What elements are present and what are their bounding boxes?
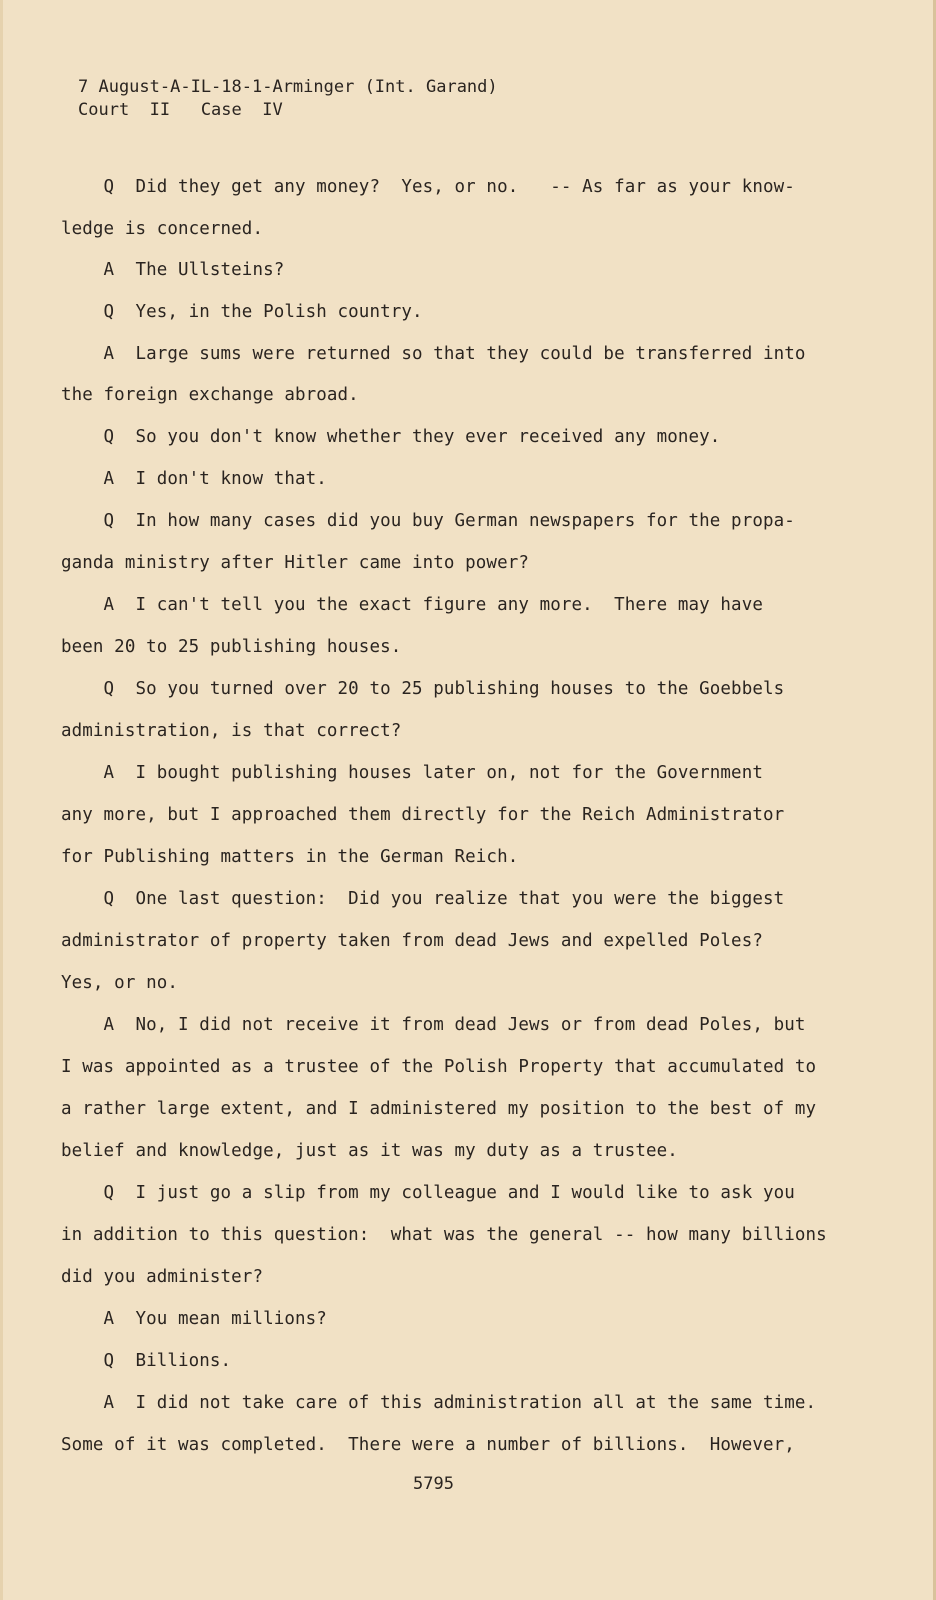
transcript-line: Some of it was completed. There were a number of billions. However, [61, 1435, 795, 1455]
document-header [78, 76, 498, 122]
transcript-line: A I can't tell you the exact figure any more. There may have [61, 595, 763, 615]
transcript-line: A Large sums were returned so that they could be transferred into [61, 344, 806, 364]
transcript-line: a rather large extent, and I administered my position to the best of my [61, 1099, 817, 1119]
transcript-line: Q Billions. [61, 1351, 232, 1371]
transcript-line: A You mean millions? [61, 1309, 327, 1329]
page-number: 5795 [413, 1474, 454, 1494]
transcript-line: Q Did they get any money? Yes, or no. -- As far as your know- [61, 177, 795, 197]
transcript-line: for Publishing matters in the German Reich. [61, 847, 519, 867]
header-session-line: 7 August-A-IL-18-1-Arminger (Int. Garand) [78, 77, 498, 97]
transcript-line: A I did not take care of this administration all at the same time. [61, 1393, 817, 1413]
transcript-line: A I don't know that. [61, 469, 327, 489]
transcript-line: ganda ministry after Hitler came into power? [61, 553, 529, 573]
transcript-line: Q In how many cases did you buy German newspapers for the propa- [61, 511, 795, 531]
transcript-line: A I bought publishing houses later on, not for the Government [61, 763, 763, 783]
transcript-line: any more, but I approached them directly for the Reich Administrator [61, 805, 785, 825]
transcript-line: ledge is concerned. [61, 219, 264, 239]
transcript-line: administration, is that correct? [61, 721, 402, 741]
transcript-line: been 20 to 25 publishing houses. [61, 637, 402, 657]
transcript-line: Q So you don't know whether they ever received any money. [61, 427, 721, 447]
transcript-line: in addition to this question: what was the general -- how many billions [61, 1225, 827, 1245]
transcript-line: belief and knowledge, just as it was my duty as a trustee. [61, 1141, 678, 1161]
transcript-line: Yes, or no. [61, 973, 178, 993]
transcript-line: did you administer? [61, 1267, 264, 1287]
transcript-line: Q Yes, in the Polish country. [61, 302, 423, 322]
header-court-line: Court II Case IV [78, 100, 283, 120]
transcript-line: I was appointed as a trustee of the Polish Property that accumulated to [61, 1057, 817, 1077]
transcript-line: the foreign exchange abroad. [61, 385, 359, 405]
transcript-line: Q So you turned over 20 to 25 publishing houses to the Goebbels [61, 679, 785, 699]
transcript-line: A The Ullsteins? [61, 260, 285, 280]
transcript-line: A No, I did not receive it from dead Jews or from dead Poles, but [61, 1015, 806, 1035]
transcript-line: Q One last question: Did you realize that you were the biggest [61, 889, 785, 909]
transcript-line: Q I just go a slip from my colleague and I would like to ask you [61, 1183, 795, 1203]
transcript-line: administrator of property taken from dead Jews and expelled Poles? [61, 931, 763, 951]
